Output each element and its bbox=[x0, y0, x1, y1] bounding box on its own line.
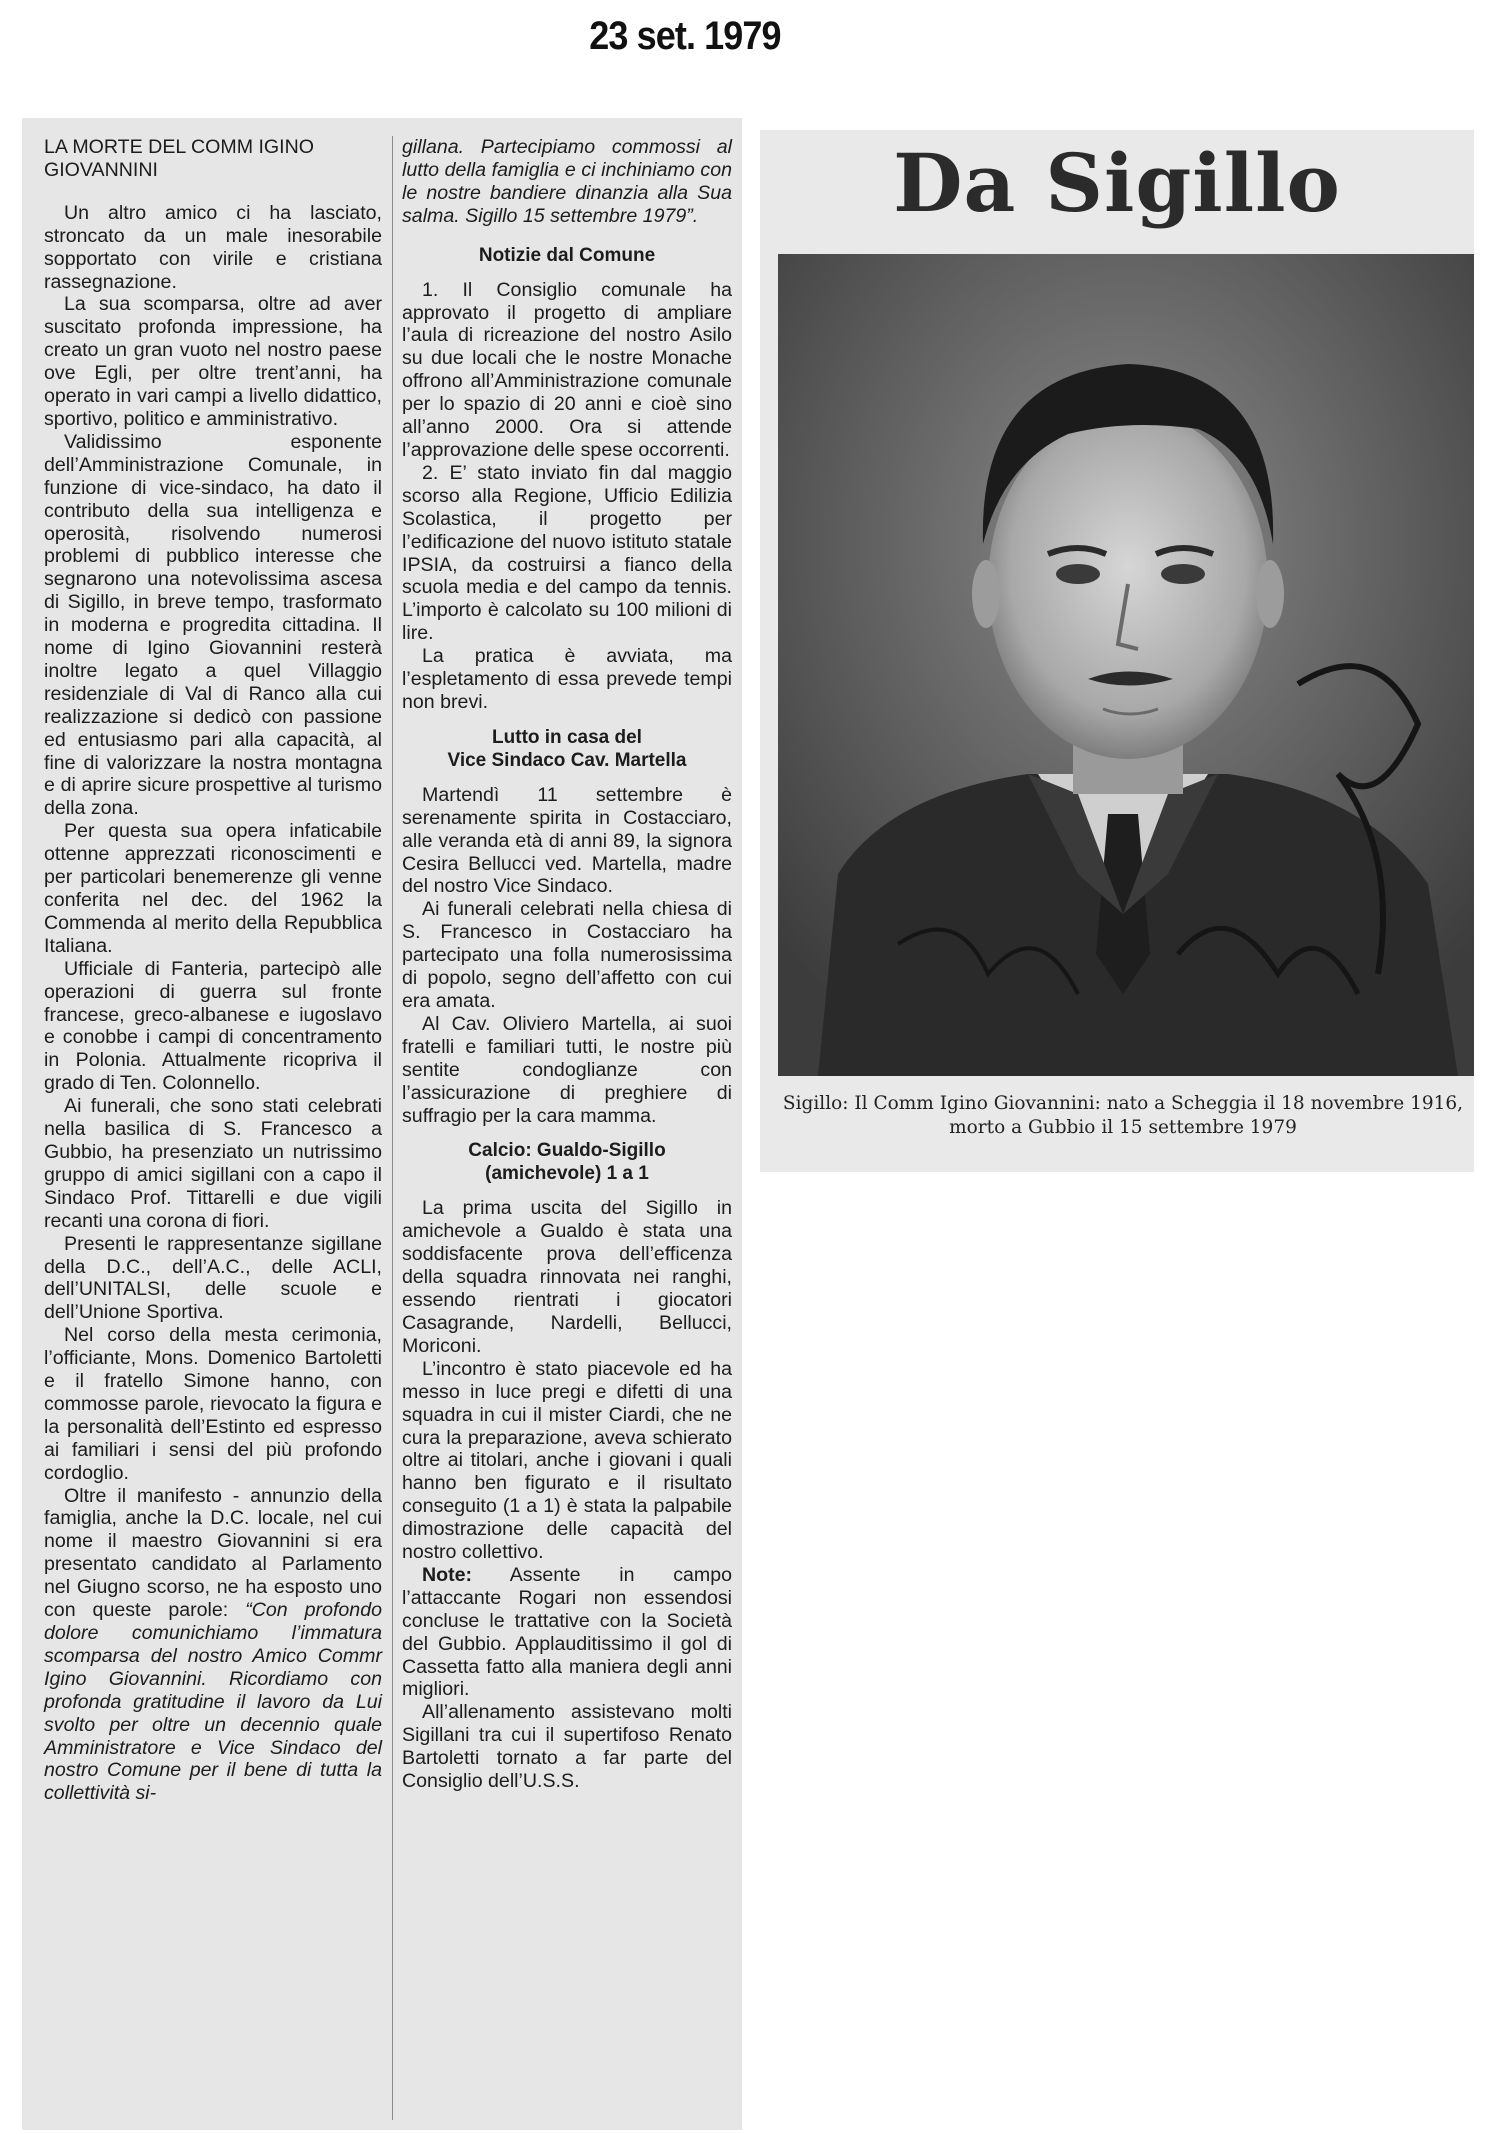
photo-caption: Sigillo: Il Comm Igino Giovannini: nato a Scheggia il 18 novembre 1916, morto a Gubbio il 15 settembre 1979 bbox=[782, 1093, 1464, 1138]
paragraph: La sua scomparsa, oltre ad aver suscitato profonda impressione, ha creato un gran vuoto nel nostro paese ove Egli, per oltre trent’anni, ha operato in vari campi a livello didattico, sportivo, politico e amministrativo. bbox=[44, 293, 382, 430]
paragraph: Validissimo esponente dell’Amministrazione Comunale, in funzione di vice-sindaco, ha dato il contributo della sua intelligenza e operosità, risolvendo numerosi problemi di pubblico interesse che segnarono una notevolissima ascesa di Sigillo, in breve tempo, trasformato in moderna e progredita cittadina. Il nome di Igino Giovannini resterà inoltre legato a quel Villaggio residenziale di Val di Ranco alla cui realizzazione si dedicò con passione ed entusiasmo pari alla capacità, al fine di valorizzare la nostra montagna e di aprire sicure prospettive al turismo della zona. bbox=[44, 430, 382, 820]
heading-line: Lutto in casa del bbox=[492, 726, 642, 748]
paragraph: Al Cav. Oliviero Martella, ai suoi fratelli e familiari tutti, le nostre più sentite condoglianze con l’assicurazione di preghiere di suffragio per la cara mamma. bbox=[402, 1012, 732, 1127]
article-column-2 bbox=[402, 136, 732, 1793]
paragraph-text: Oltre il manifesto - annunzio della famiglia, anche la D.C. locale, nel cui nome il maestro Giovannini si era presentato candidato al Parlamento nel Giugno scorso, ne ha esposto uno con queste parole: bbox=[44, 1484, 382, 1622]
section-heading-lutto bbox=[402, 726, 732, 772]
paragraph: L’incontro è stato piacevole ed ha messo in luce pregi e difetti di una squadra in cui il mister Ciardi, che ne cura la preparazione, aveva schierato oltre ai titolari, anche i giovani i quali hanno ben figurato e il risultato conseguito (1 a 1) è stata la palpabile dimostrazione delle capacità del nostro collettivo. bbox=[402, 1357, 732, 1564]
column-divider bbox=[392, 136, 393, 2120]
paragraph: Per questa sua opera infaticabile ottenne apprezzati riconoscimenti e per particolari benemerenze gli venne conferita nel dec. del 1962 la Commenda al merito della Repubblica Italiana. bbox=[44, 820, 382, 957]
paragraph: Ufficiale di Fanteria, partecipò alle operazioni di guerra sul fronte francese, greco-albanese e iugoslavo e conobbe i campi di concentramento in Polonia. Attualmente ricopriva il grado di Ten. Colonnello. bbox=[44, 957, 382, 1095]
paragraph: Ai funerali, che sono stati celebrati nella basilica di S. Francesco a Gubbio, ha presenziato un nutrissimo gruppo di amici sigillani con a capo il Sindaco Prof. Tittarelli e due vigili recanti una corona di fiori. bbox=[44, 1095, 382, 1232]
article-column-1 bbox=[44, 136, 382, 1805]
paragraph: La pratica è avviata, ma l’espletamento di essa prevede tempi non brevi. bbox=[402, 645, 732, 713]
heading-line: Vice Sindaco Cav. Martella bbox=[447, 749, 687, 771]
paragraph: Un altro amico ci ha lasciato, stroncato da un male inesorabile sopportato con virile e cristiana rassegnazione. bbox=[44, 201, 382, 293]
heading-line: Calcio: Gualdo-Sigillo bbox=[468, 1140, 666, 1162]
portrait-photo-icon bbox=[778, 254, 1474, 1076]
paragraph: Martendì 11 settembre è serenamente spirita in Costacciaro, alle veranda età di anni 89, la signora Cesira Bellucci ved. Martella, madre del nostro Vice Sindaco. bbox=[402, 783, 732, 898]
paragraph: Ai funerali celebrati nella chiesa di S. Francesco in Costacciaro ha partecipato una folla numerosissima di popolo, segno dell’affetto con cui era amata. bbox=[402, 898, 732, 1012]
paragraph bbox=[402, 1564, 732, 1701]
paragraph: 1. Il Consiglio comunale ha approvato il progetto di ampliare l’aula di ricreazione del nostro Asilo su due locali che le nostre Monache offrono all’Amministrazione comunale per lo spazio di 20 anni e cioè sino all’anno 2000. Ora si attende l’approvazione delle spese occorrenti. bbox=[402, 278, 732, 461]
paragraph bbox=[44, 1485, 382, 1806]
quoted-manifesto: “Con profondo dolore comunichiamo l’immatura scomparsa del nostro Amico Commr Igino Giovannini. Ricordiamo con profonda gratitudine il lavoro da Lui svolto per oltre un decennio quale Amministratore e Vice Sindaco del nostro Comune per il bene di tutta la collettività si- bbox=[44, 1599, 382, 1805]
paragraph: 2. E’ stato inviato fin dal maggio scorso alla Regione, Ufficio Edilizia Scolastica, il progetto per l’edificazione del nuovo istituto statale IPSIA, da costruirsi a fianco della scuola media e del campo da tennis. L’importo è calcolato su 100 milioni di lire. bbox=[402, 461, 732, 645]
section-heading-notizie: Notizie dal Comune bbox=[478, 244, 656, 266]
heading-line: (amichevole) 1 a 1 bbox=[485, 1163, 649, 1185]
section-heading-calcio bbox=[402, 1139, 732, 1185]
headline: Da Sigillo bbox=[893, 136, 1341, 230]
clipping-date: 23 set. 1979 bbox=[589, 14, 781, 58]
paragraph: Nel corso della mesta cerimonia, l’officiante, Mons. Domenico Bartoletti e il fratello Simone hanno, con commosse parole, rievocato la figura e la personalità dell’Estinto ed espresso ai familiari i sensi del più profondo cordoglio. bbox=[44, 1324, 382, 1484]
paragraph-text: Assente in campo l’attaccante Rogari non essendosi concluse le trattative con la Società del Gubbio. Applauditissimo il gol di Cassetta fatto alla maniera degli anni migliori. bbox=[402, 1563, 732, 1701]
note-label: Note: bbox=[422, 1563, 473, 1586]
paragraph: All’allenamento assistevano molti Sigillani tra cui il supertifoso Renato Bartoletti tornato a far parte del Consiglio dell’U.S.S. bbox=[402, 1701, 732, 1793]
paragraph: Presenti le rappresentanze sigillane della D.C., dell’A.C., delle ACLI, dell’UNITALSI, delle scuole e dell’Unione Sportiva. bbox=[44, 1232, 382, 1324]
quoted-manifesto-end: gillana. Partecipiamo commossi al lutto della famiglia e ci inchiniamo con le nostre bandiere dinanzia alla Sua salma. Sigillo 15 settembre 1979”. bbox=[402, 136, 732, 227]
article-heading: LA MORTE DEL COMM IGINO GIOVANNINI bbox=[44, 136, 314, 181]
paragraph: La prima uscita del Sigillo in amichevole a Gualdo è stata una soddisfacente prova dell’efficenza della squadra rinnovata nei ranghi, essendo rientrati i giocatori Casagrande, Nardelli, Bellucci, Moriconi. bbox=[402, 1197, 732, 1357]
